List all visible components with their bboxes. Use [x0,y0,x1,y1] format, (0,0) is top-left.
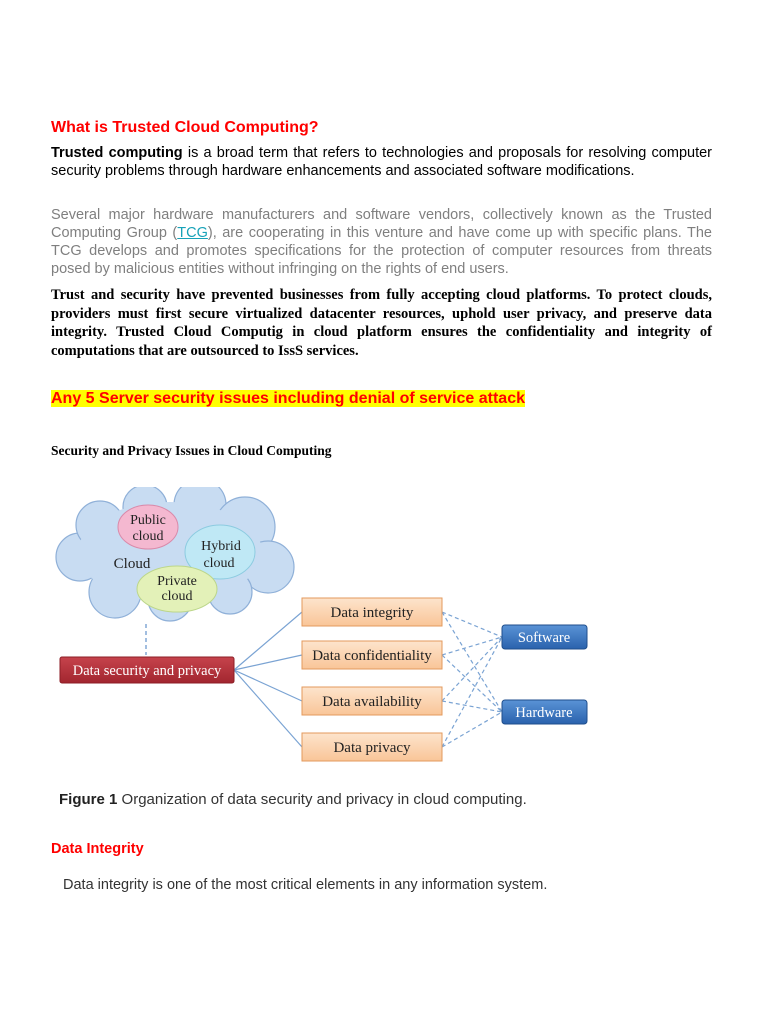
paragraph-trusted-computing [51,145,712,180]
hybrid-cloud-label-2: cloud [203,556,235,571]
private-cloud-label-2: cloud [161,589,193,604]
data-security-label: Data security and privacy [72,663,222,679]
cloud-label: Cloud [113,556,151,572]
data-privacy-label: Data privacy [333,740,411,756]
data-integrity-label: Data integrity [330,605,414,621]
highlighted-heading-text: Any 5 Server security issues including denial of service attack [51,390,525,407]
dashed-links [442,612,502,747]
figure-caption-label: Figure 1 [59,791,118,808]
paragraph-text: ), are cooperating in this venture and have come up with specific plans. The TCG develops and promotes specifications for the protection of computer resources from threats posed by malicious entities without infringing on the rights of end users. [51,225,712,277]
private-cloud-label-1: Private [157,574,197,589]
connector-lines [234,612,302,747]
highlighted-heading [51,390,525,408]
figure-subtitle: Security and Privacy Issues in Cloud Computing [51,443,332,458]
paragraph-tcg [51,206,712,278]
tcg-link[interactable]: TCG [177,225,208,241]
paragraph-text: is a broad term that refers to technologies and proposals for resolving computer security problems through hardware enhancements and associated software modifications. [51,145,713,179]
data-integrity-heading: Data Integrity [51,841,144,857]
section-title: What is Trusted Cloud Computing? [51,119,319,136]
paragraph-text: Several major hardware manufacturers and software vendors, collectively known as the Trusted Computing Group ( [51,207,712,241]
hardware-label: Hardware [515,705,573,721]
software-label: Software [517,630,571,646]
figure-caption [59,791,527,808]
item-boxes [302,598,442,761]
data-integrity-paragraph: Data integrity is one of the most critical elements in any information system. [63,877,548,893]
hybrid-cloud-label-1: Hybrid [201,539,241,554]
public-cloud-label-1: Public [130,513,166,528]
security-privacy-diagram [50,487,610,772]
figure-caption-text: Organization of data security and privacy in cloud computing. [117,791,527,808]
data-availability-label: Data availability [322,694,422,710]
bold-term: Trusted computing [51,145,183,161]
public-cloud-label-2: cloud [132,529,164,544]
data-confidentiality-label: Data confidentiality [312,648,432,664]
paragraph-trust-security: Trust and security have prevented businesses from fully accepting cloud platforms. To protect clouds, providers must first secure virtualized datacenter resources, uphold user privacy, and preserve data integrity. Trusted Cloud Computig in cloud platform ensures the confidentiality and integrity of computations that are outsourced to IssS services. [51,287,712,359]
